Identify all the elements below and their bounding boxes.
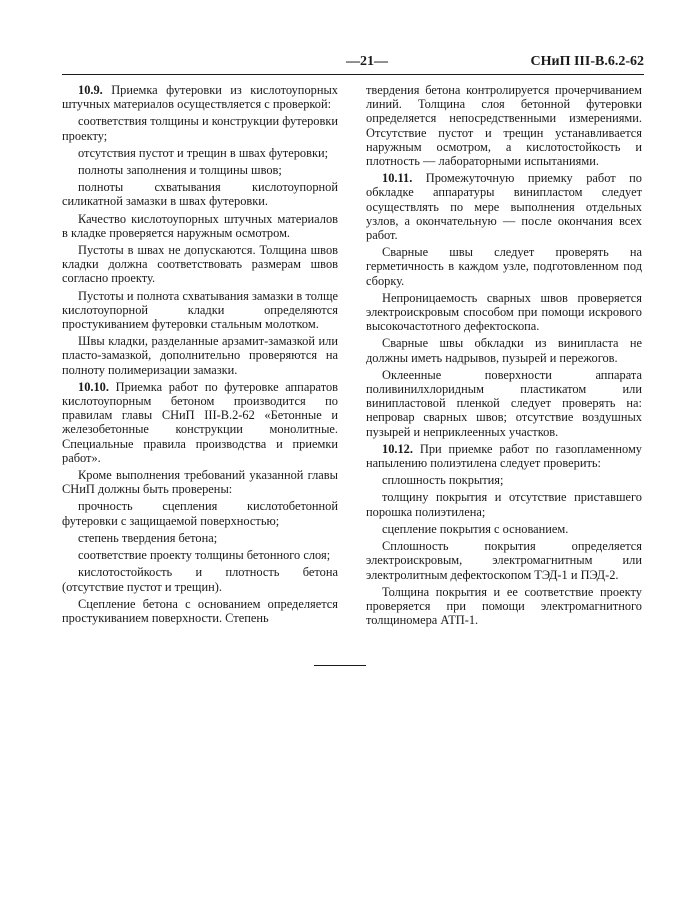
paragraph: [62, 212, 338, 240]
paragraph: [366, 442, 642, 470]
paragraph-text: твердения бетона контролируется прочерчиванием линий. Толщина слоя бетонной футеровки определяется непосредственными измерениями. Отсутствие пустот и трещин устанавливается наружным осмотром, а кислотостойкость и плотность — лабораторными испытаниями.: [366, 83, 642, 169]
paragraph: [366, 171, 642, 242]
paragraph: [62, 289, 338, 332]
paragraph: [62, 548, 338, 562]
paragraph: [62, 565, 338, 593]
paragraph: [366, 585, 642, 628]
end-rule: [314, 665, 366, 666]
paragraph-text: полноты заполнения и толщины швов;: [78, 163, 282, 178]
paragraph: [62, 334, 338, 377]
paragraph-text: Кроме выполнения требований указанной главы СНиП должны быть проверены:: [62, 468, 338, 497]
paragraph-text: сплошность покрытия;: [382, 473, 504, 488]
paragraph: [62, 380, 338, 465]
page-header: [62, 52, 644, 75]
paragraph-text: степень твердения бетона;: [78, 530, 218, 545]
right-text-column: [366, 83, 642, 630]
paragraph: [62, 499, 338, 527]
paragraph: [62, 83, 338, 111]
clause-number: 10.11.: [382, 171, 413, 186]
paragraph: [62, 531, 338, 545]
paragraph-text: Приемка работ по футеровке аппаратов кислотоупорным бетоном производится по правилам главы СНиП III-В.2-62 «Бетонные и железобетонные конструкции монолитные. Специальные правила производства и приемки работ».: [62, 379, 338, 465]
paragraph-text: полноты схватывания кислотоупорной силикатной замазки в швах футеровки.: [62, 180, 338, 209]
paragraph: [366, 473, 642, 487]
paragraph-text: прочность сцепления кислотобетонной футеровки с защищаемой поверхностью;: [62, 499, 338, 528]
paragraph-text: Приемка футеровки из кислотоупорных штучных материалов осуществляется с проверкой:: [62, 83, 338, 112]
paragraph-text: Сварные швы обкладки из винипласта не должны иметь надрывов, пузырей и пережогов.: [366, 336, 642, 365]
paragraph-text: кислотостойкость и плотность бетона (отсутствие пустот и трещин).: [62, 565, 338, 594]
paragraph: [366, 245, 642, 288]
clause-number: 10.12.: [382, 441, 413, 456]
paragraph-text: отсутствия пустот и трещин в швах футеровки;: [78, 145, 329, 160]
paragraph: [62, 146, 338, 160]
paragraph-text: соответствие проекту толщины бетонного слоя;: [78, 548, 331, 563]
paragraph-text: соответствия толщины и конструкции футеровки проекту;: [62, 114, 338, 143]
paragraph: [366, 336, 642, 364]
paragraph: [62, 180, 338, 208]
paragraph-text: Сплошность покрытия определяется электроискровым, электромагнитным или электролитным дефектоскопом ТЭД-1 и ПЭД-2.: [366, 539, 642, 582]
paragraph: [62, 597, 338, 625]
document-code: СНиП III-В.6.2-62: [530, 54, 644, 69]
paragraph: [62, 243, 338, 286]
paragraph-text: толщину покрытия и отсутствие приставшего порошка полиэтилена;: [366, 490, 642, 519]
paragraph: [366, 490, 642, 518]
clause-number: 10.9.: [78, 83, 103, 97]
paragraph: [366, 83, 642, 168]
paragraph: [366, 522, 642, 536]
page-number: —21—: [346, 54, 388, 69]
paragraph-text: При приемке работ по газопламенному напылению полиэтилена следует проверить:: [366, 441, 642, 471]
paragraph-text: Толщина покрытия и ее соответствие проекту проверяется при помощи электромагнитного толщиномера АТП-1.: [366, 584, 642, 628]
paragraph: [366, 539, 642, 582]
paragraph-text: Оклеенные поверхности аппарата поливинилхлоридным пластикатом или винипластовой пленкой следует проверять на: непровар сварных швов; отсутствие воздушных пузырей и неприклеенных участков.: [366, 367, 642, 439]
paragraph: [62, 468, 338, 496]
paragraph-text: Непроницаемость сварных швов проверяется электроискровым способом при помощи искрового высокочастотного дефектоскопа.: [366, 290, 642, 334]
paragraph-text: Сцепление бетона с основанием определяется простукиванием поверхности. Степень: [62, 596, 338, 625]
paragraph: [366, 291, 642, 334]
paragraph-text: Сварные швы следует проверять на герметичность в каждом узле, подготовленном под сборку.: [366, 245, 642, 288]
clause-number: 10.10.: [78, 379, 109, 394]
paragraph-text: Качество кислотоупорных штучных материалов в кладке проверяется наружным осмотром.: [62, 211, 338, 240]
paragraph-text: Пустоты и полнота схватывания замазки в толще кислотоупорной кладки определяются простукиванием футеровки стальным молотком.: [62, 288, 338, 332]
left-text-column: [62, 83, 338, 628]
paragraph: [366, 368, 642, 439]
paragraph-text: Пустоты в швах не допускаются. Толщина швов кладки должна соответствовать размерам швов согласно проекту.: [62, 243, 338, 286]
paragraph: [62, 114, 338, 142]
paragraph-text: Швы кладки, разделанные арзамит-замазкой или пласто-замазкой, дополнительно проверяются на полноту полимеризации замазки.: [62, 334, 338, 377]
paragraph-text: сцепление покрытия с основанием.: [382, 521, 569, 536]
paragraph: [62, 163, 338, 177]
paragraph-text: Промежуточную приемку работ по обкладке аппаратуры винипластом следует осуществлять по мере выполнения отдельных узлов, а окончательную — после окончания всех работ.: [366, 171, 642, 243]
